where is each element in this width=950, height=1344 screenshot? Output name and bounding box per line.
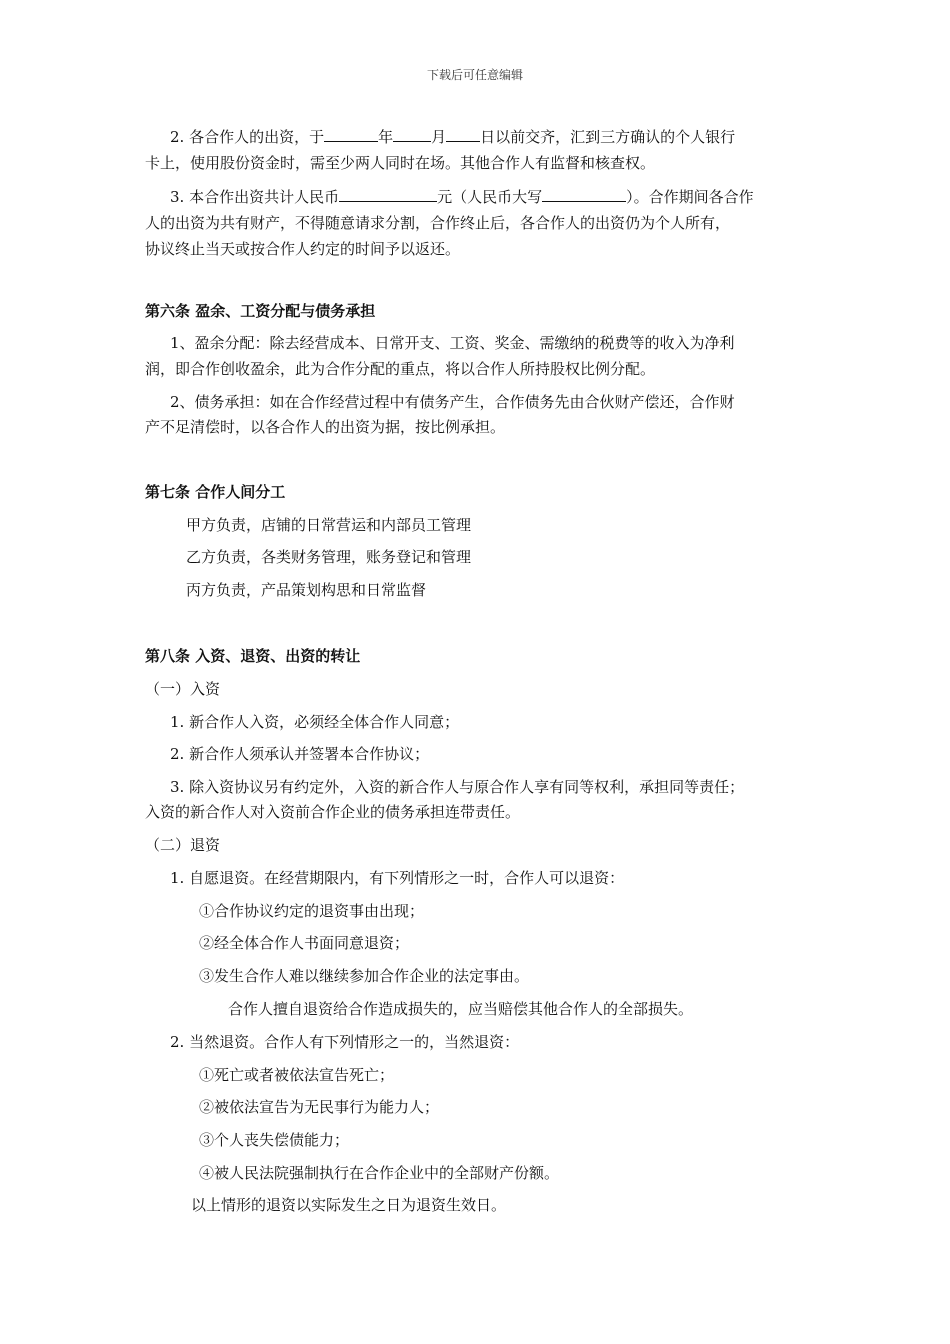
article6-p2-line2: 产不足清偿时，以各合作人的出资为据，按比例承担。 [145, 418, 506, 436]
article8-s2-item2-c: ③个人丧失偿债能力； [199, 1131, 350, 1149]
article8-section2-heading: （二）退资 [145, 836, 221, 854]
amount-blank[interactable] [339, 186, 437, 202]
day-blank[interactable] [446, 126, 480, 142]
article6-p1-line1: 1、盈余分配：除去经营成本、日常开支、工资、奖金、需缴纳的税费等的收入为净利 [170, 334, 735, 352]
item2-text-d: 日以前交齐，汇到三方确认的个人银行 [480, 128, 736, 146]
article8-s2-item1-c: ③发生合作人难以继续参加合作企业的法定事由。 [199, 967, 530, 985]
year-blank[interactable] [324, 126, 378, 142]
article8-title: 第八条 入资、退资、出资的转让 [145, 647, 361, 665]
article6-title: 第六条 盈余、工资分配与债务承担 [145, 302, 376, 320]
amount-words-blank[interactable] [542, 186, 626, 202]
article8-s2-item1-a: ①合作协议约定的退资事由出现； [199, 902, 425, 920]
article8-s2-item2: 2. 当然退资。合作人有下列情形之一的，当然退资： [170, 1033, 520, 1051]
article7-party-b: 乙方负责，各类财务管理，账务登记和管理 [186, 548, 472, 566]
item3-line3: 协议终止当天或按合作人约定的时间予以返还。 [145, 240, 461, 258]
item3-text-b: 元（人民币大写 [437, 188, 543, 206]
article8-s2-item2-note: 以上情形的退资以实际发生之日为退资生效日。 [191, 1196, 507, 1214]
article8-s2-item2-b: ②被依法宣告为无民事行为能力人； [199, 1098, 440, 1116]
article8-s1-item1: 1. 新合作人入资，必须经全体合作人同意； [170, 713, 460, 731]
item2-text-b: 年 [378, 128, 394, 146]
item2-text-a: 2. 各合作人的出资，于 [170, 128, 325, 146]
article6-p2-line1: 2、债务承担：如在合作经营过程中有债务产生，合作债务先由合伙财产偿还，合作财 [170, 393, 735, 411]
article8-s2-item1-note: 合作人擅自退资给合作造成损失的，应当赔偿其他合作人的全部损失。 [228, 1000, 694, 1018]
article8-s1-item3-line2: 入资的新合作人对入资前合作企业的债务承担连带责任。 [145, 803, 521, 821]
item2-line2: 卡上，使用股份资金时，需至少两人同时在场。其他合作人有监督和核查权。 [145, 154, 656, 172]
item3-line2: 人的出资为共有财产，不得随意请求分割，合作终止后，各合作人的出资仍为个人所有， [145, 214, 731, 232]
month-blank[interactable] [393, 126, 431, 142]
article8-s2-item1: 1. 自愿退资。在经营期限内，有下列情形之一时，合作人可以退资： [170, 869, 625, 887]
article8-s2-item2-a: ①死亡或者被依法宣告死亡； [199, 1066, 395, 1084]
article7-title: 第七条 合作人间分工 [145, 483, 286, 501]
item3-text-c: ）。合作期间各合作 [626, 188, 754, 206]
article6-p1-line2: 润，即合作创收盈余，此为合作分配的重点，将以合作人所持股权比例分配。 [145, 360, 656, 378]
article8-s2-item2-d: ④被人民法院强制执行在合作企业中的全部财产份额。 [199, 1164, 560, 1182]
article8-section1-heading: （一）入资 [145, 680, 221, 698]
article8-s1-item2: 2. 新合作人须承认并签署本合作协议； [170, 745, 430, 763]
page-header: 下载后可任意编辑 [426, 68, 523, 82]
item2-line1 [170, 126, 735, 147]
article7-party-a: 甲方负责，店铺的日常营运和内部员工管理 [186, 516, 472, 534]
article8-s2-item1-b: ②经全体合作人书面同意退资； [199, 934, 410, 952]
item3-line1 [170, 186, 754, 207]
article7-party-c: 丙方负责，产品策划构思和日常监督 [186, 581, 427, 599]
item2-text-c: 月 [431, 128, 447, 146]
item3-text-a: 3. 本合作出资共计人民币 [170, 188, 340, 206]
article8-s1-item3-line1: 3. 除入资协议另有约定外，入资的新合作人与原合作人享有同等权利，承担同等责任； [170, 778, 745, 796]
